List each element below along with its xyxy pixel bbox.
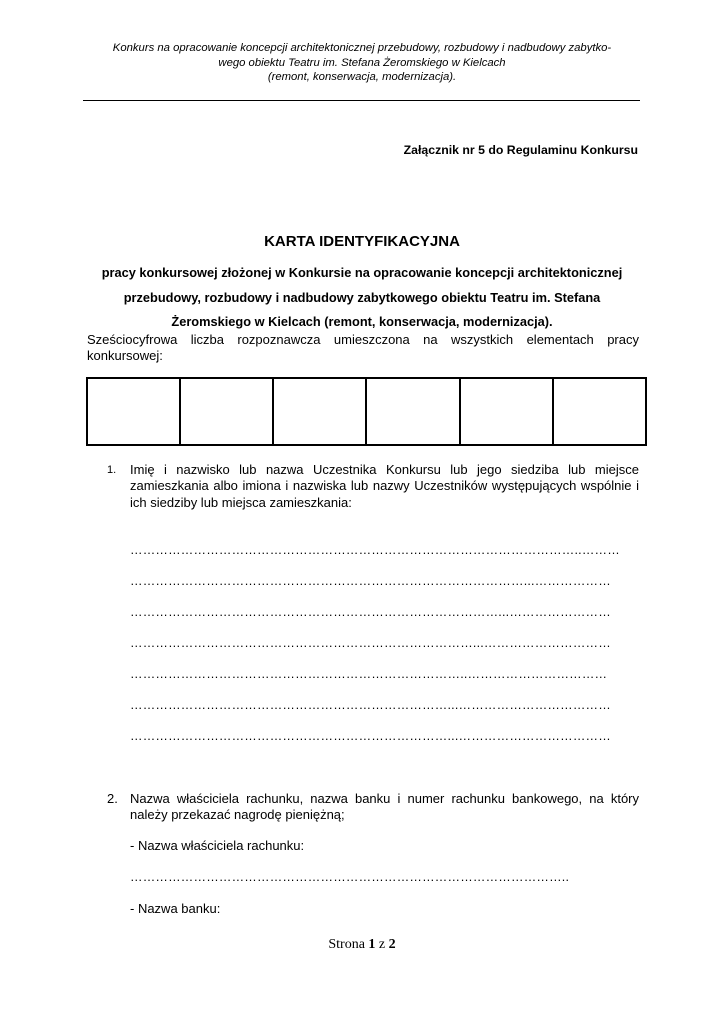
total-pages: 2 bbox=[388, 937, 396, 952]
header-divider bbox=[83, 100, 640, 101]
fill-line[interactable]: ……………………………………………………………………………...…………………… bbox=[130, 605, 611, 619]
footer-prefix: Strona bbox=[328, 937, 369, 952]
section-number: 1. bbox=[107, 464, 117, 476]
account-owner-label: - Nazwa właściciela rachunku: bbox=[130, 838, 305, 853]
page-footer bbox=[0, 937, 724, 953]
section-text: Imię i nazwisko lub nazwa Uczestnika Konkursu lub jego siedziba lub miejsce zamieszkania albo imiona i nazwiska lub nazwy Uczestników występujących wspólnie i ich siedziby lub miejsca zamieszkania: bbox=[130, 462, 639, 510]
document-header bbox=[84, 41, 640, 85]
annex-label: Załącznik nr 5 do Regulaminu Konkursu bbox=[403, 143, 638, 157]
fill-line[interactable]: …………………………………………………………………...……………………………… bbox=[130, 729, 611, 743]
subtitle-line: pracy konkursowej złożonej w Konkursie na opracowanie koncepcji architektonicznej bbox=[101, 265, 623, 280]
digit-box-4[interactable] bbox=[366, 378, 459, 445]
fill-line[interactable]: …………………………………………………………………...……………………………… bbox=[130, 698, 611, 712]
header-line: (remont, konserwacja, modernizacja). bbox=[267, 71, 457, 83]
digit-box-5[interactable] bbox=[460, 378, 553, 445]
identification-number-intro: Sześciocyfrowa liczba rozpoznawcza umieszczona na wszystkich elementach pracy konkursowej: bbox=[87, 332, 639, 363]
footer-separator: z bbox=[375, 937, 389, 952]
section-participant bbox=[107, 462, 639, 511]
section-text: Nazwa właściciela rachunku, nazwa banku i numer rachunku bankowego, na który należy przekazać nagrodę pieniężną; bbox=[130, 791, 639, 823]
bank-name-label: - Nazwa banku: bbox=[130, 901, 221, 916]
digit-box-3[interactable] bbox=[273, 378, 366, 445]
subtitle-line: przebudowy, rozbudowy i nadbudowy zabytkowego obiektu Teatru im. Stefana bbox=[123, 289, 601, 305]
subtitle-line: Żeromskiego w Kielcach (remont, konserwacja, modernizacja). bbox=[171, 314, 553, 329]
digit-box-1[interactable] bbox=[87, 378, 180, 445]
header-line: Konkurs na opracowanie koncepcji architektonicznej przebudowy, rozbudowy i nadbudowy zabytko- bbox=[112, 42, 612, 54]
form-subtitle bbox=[84, 261, 640, 335]
account-owner-fill-line[interactable]: ………………………………………………………………………………………….. bbox=[130, 870, 570, 884]
fill-line[interactable]: …………………………………………………………………………………...……………… bbox=[130, 574, 611, 588]
fill-line[interactable]: ……………………………………………………………………..…………………………… bbox=[130, 667, 608, 681]
section-number: 2. bbox=[107, 791, 118, 806]
section-bank-account bbox=[107, 791, 639, 824]
current-page: 1 bbox=[368, 937, 376, 952]
header-line: wego obiektu Teatru im. Stefana Żeromskiego w Kielcach bbox=[218, 56, 506, 69]
form-title: KARTA IDENTYFIKACYJNA bbox=[264, 233, 460, 250]
fill-line[interactable]: ………………………………………………………………………...………………………… bbox=[130, 636, 611, 650]
identification-number-boxes bbox=[86, 377, 647, 446]
digit-box-6[interactable] bbox=[553, 378, 646, 445]
fill-line[interactable]: ……………………………………………………………………………………………..……… bbox=[130, 543, 620, 557]
digit-box-2[interactable] bbox=[180, 378, 273, 445]
